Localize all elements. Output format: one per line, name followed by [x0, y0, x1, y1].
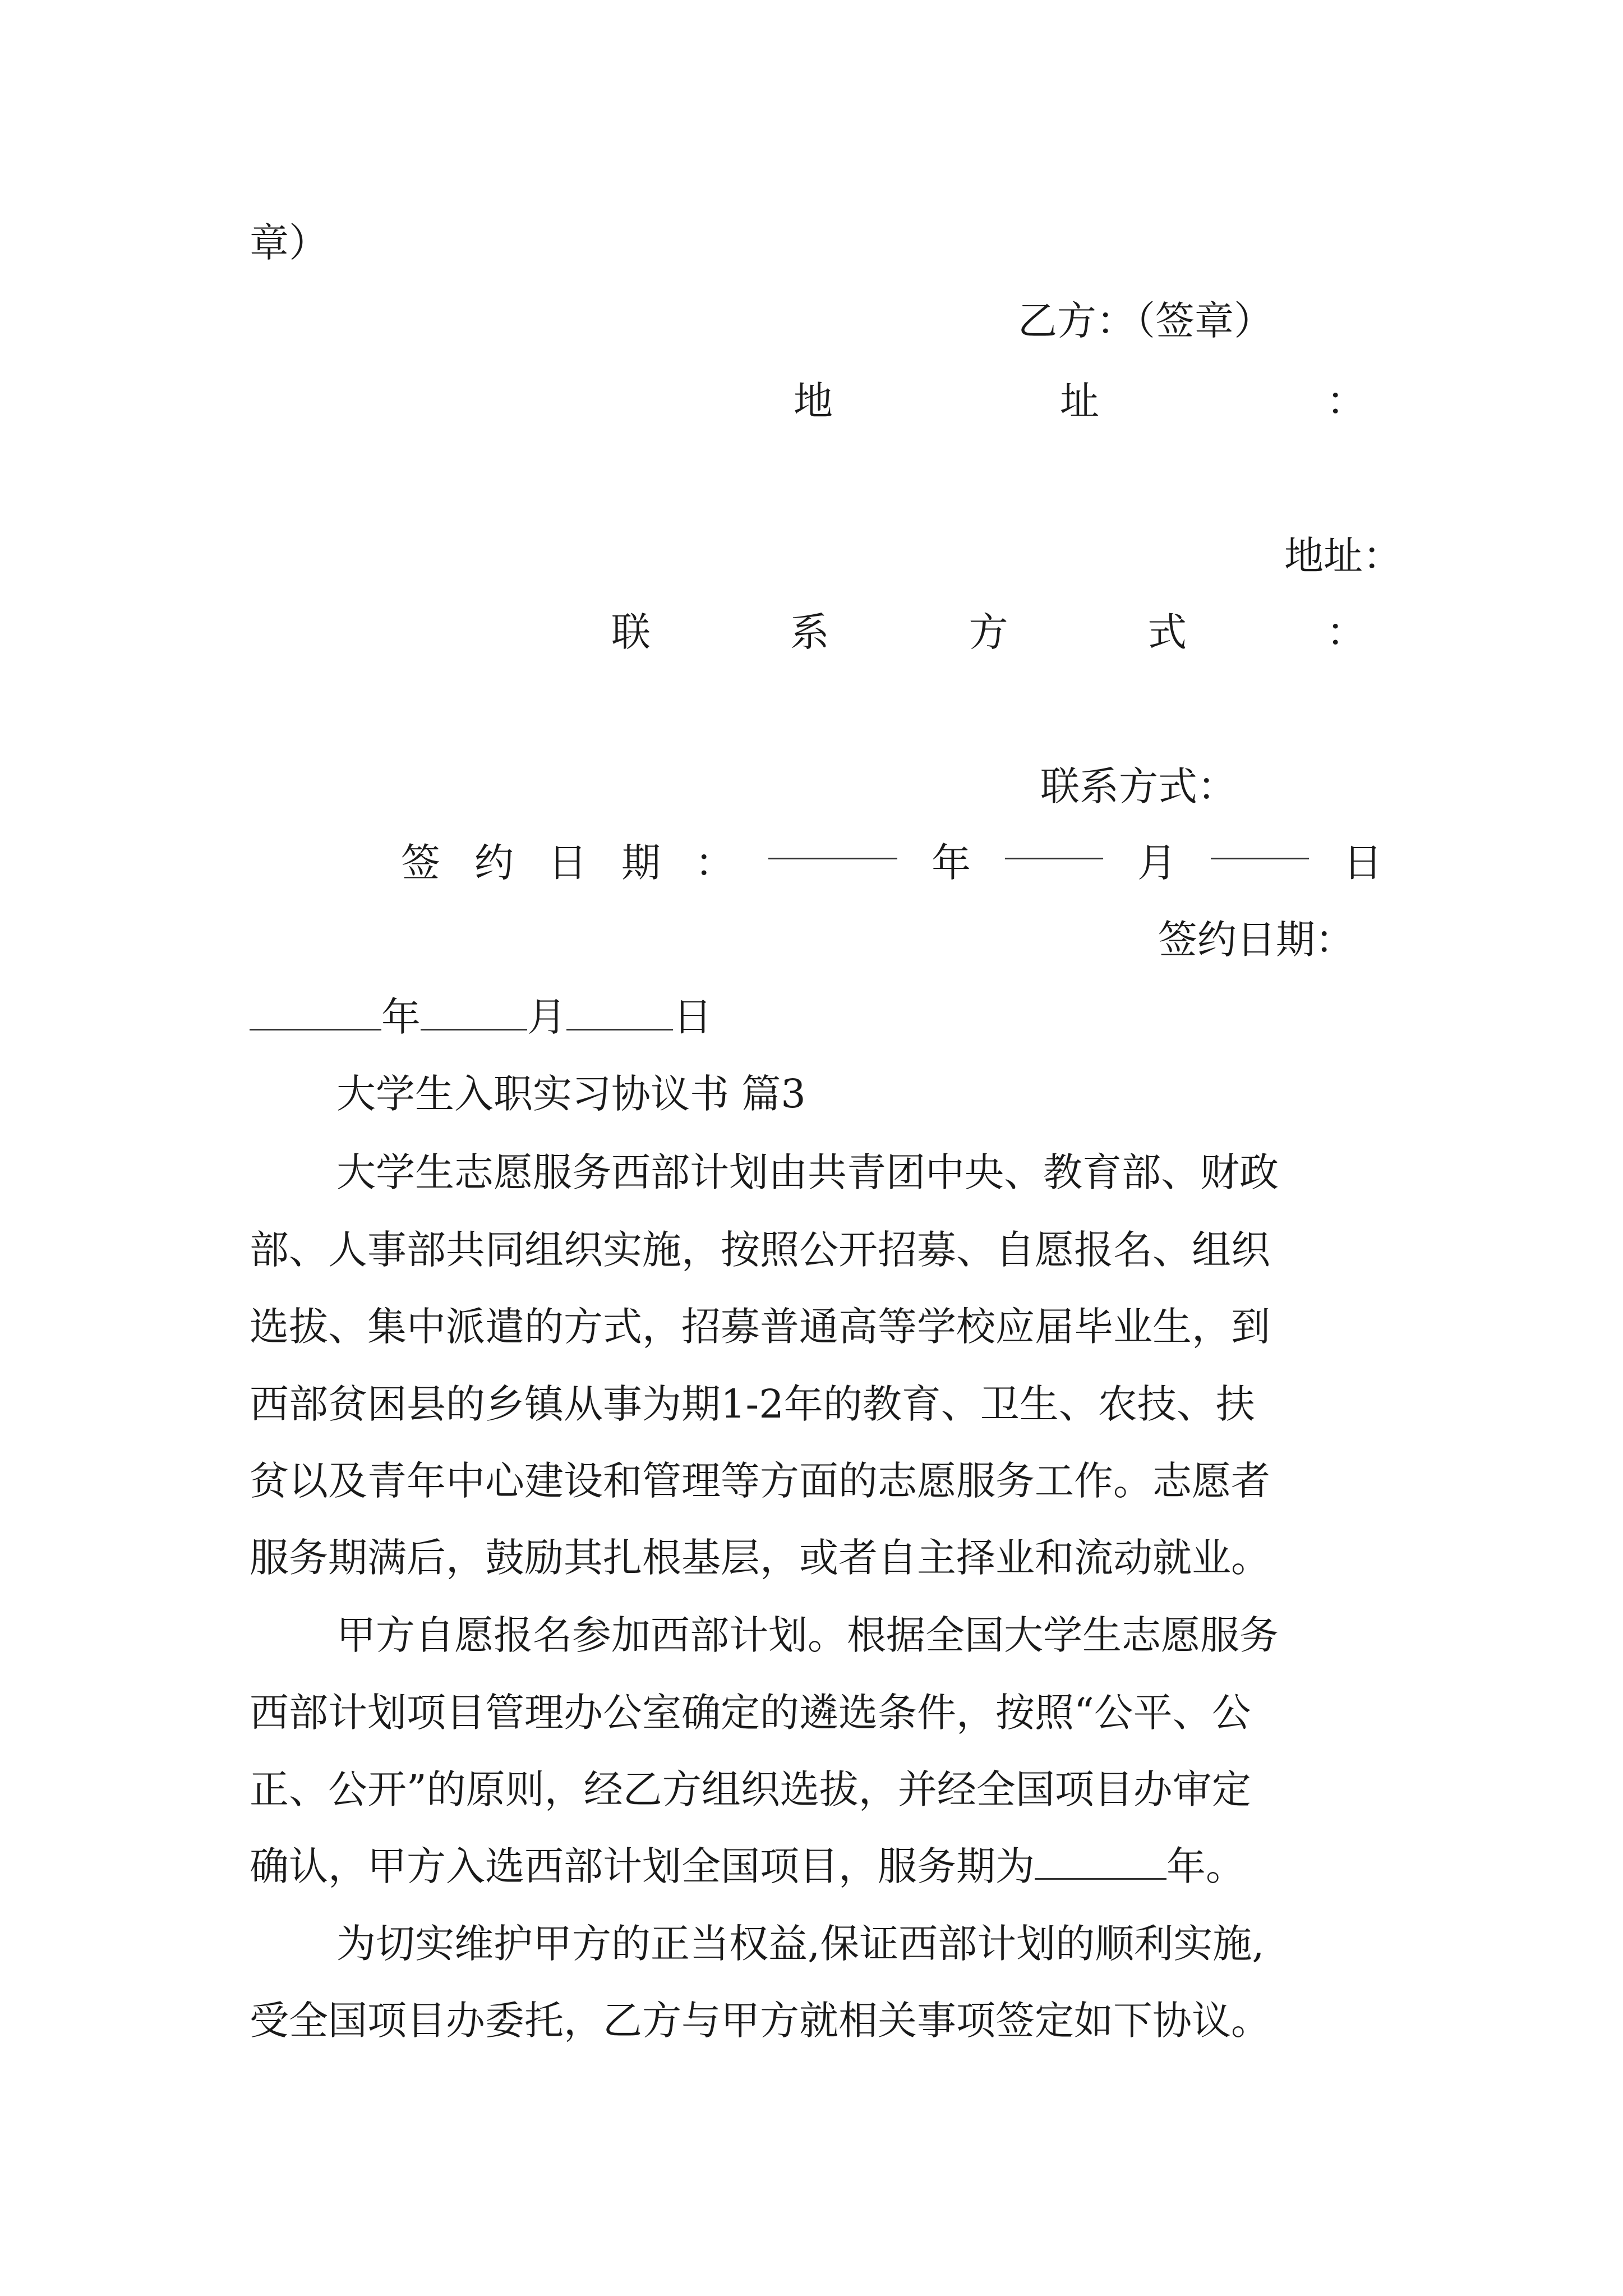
sign-date-colon: ： [695, 840, 734, 886]
month-label: 月 [527, 994, 566, 1040]
address-char: 址 [1060, 378, 1099, 424]
contact-char: 方 [969, 609, 1008, 655]
address-colon: ： [1326, 378, 1366, 424]
month-blank[interactable] [421, 992, 527, 1030]
paragraph-line: 大学生志愿服务西部计划由共青团中央、教育部、财政 [336, 1149, 1279, 1195]
paragraph-line: 西部贫困县的乡镇从事为期1-2年的教育、卫生、农技、扶 [250, 1381, 1255, 1427]
date-fill-line [250, 975, 1388, 1059]
day-blank[interactable] [1211, 821, 1309, 859]
month-blank[interactable] [1005, 821, 1103, 859]
day-label: 日 [1343, 840, 1382, 886]
sign-date-label: 签约日期： [1158, 917, 1354, 963]
year-blank[interactable] [250, 992, 381, 1030]
service-period-text: 确认，甲方入选西部计划全国项目，服务期为 [250, 1843, 1035, 1889]
sign-date-char: 约 [474, 840, 514, 886]
paragraph-line: 部、人事部共同组织实施，按照公开招募、自愿报名、组织 [250, 1227, 1270, 1273]
address-line-spaced [794, 359, 1366, 443]
year-label: 年 [381, 994, 421, 1040]
address-label: 地址： [1284, 533, 1402, 579]
contact-char: 系 [790, 609, 829, 655]
sign-date-char: 日 [548, 840, 587, 886]
year-label: 年 [932, 840, 971, 886]
seal-fragment: 章） [250, 220, 328, 266]
seal-fragment-line [250, 201, 1388, 285]
day-label: 日 [673, 994, 712, 1040]
party-b-signature: 乙方：（签章） [1018, 298, 1273, 344]
paragraph-line: 西部计划项目管理办公室确定的遴选条件，按照“公平、公 [250, 1690, 1251, 1736]
sign-date-line-spaced [401, 821, 1382, 905]
document-heading: 大学生入职实习协议书 篇3 [336, 1071, 806, 1117]
service-period-unit: 年。 [1166, 1843, 1245, 1889]
contact-char: 联 [611, 609, 651, 655]
paragraph-line: 为切实维护甲方的正当权益,保证西部计划的顺利实施, [336, 1921, 1265, 1967]
paragraph-line: 贫以及青年中心建设和管理等方面的志愿服务工作。志愿者 [250, 1458, 1270, 1504]
month-label: 月 [1137, 840, 1177, 886]
paragraph-line: 正、公开”的原则，经乙方组织选拔，并经全国项目办审定 [250, 1766, 1251, 1812]
paragraph-line: 服务期满后，鼓励其扎根基层，或者自主择业和流动就业。 [250, 1535, 1270, 1581]
contact-label: 联系方式： [1040, 763, 1237, 809]
sign-date-char: 期 [621, 840, 661, 886]
address-char: 地 [794, 378, 833, 424]
paragraph-line-with-blank [250, 1824, 1388, 1908]
paragraph-line: 受全国项目办委托，乙方与甲方就相关事项签定如下协议。 [250, 1998, 1270, 2044]
paragraph-line: 甲方自愿报名参加西部计划。根据全国大学生志愿服务 [336, 1612, 1279, 1658]
contact-colon: ： [1326, 609, 1366, 655]
contact-line-spaced [611, 590, 1366, 674]
paragraph-line: 选拔、集中派遣的方式，招募普通高等学校应届毕业生，到 [250, 1304, 1270, 1350]
day-blank[interactable] [566, 992, 673, 1030]
year-blank[interactable] [768, 821, 897, 859]
sign-date-char: 签 [401, 840, 440, 886]
contact-char: 式 [1147, 609, 1187, 655]
service-years-blank[interactable] [1035, 1841, 1166, 1880]
